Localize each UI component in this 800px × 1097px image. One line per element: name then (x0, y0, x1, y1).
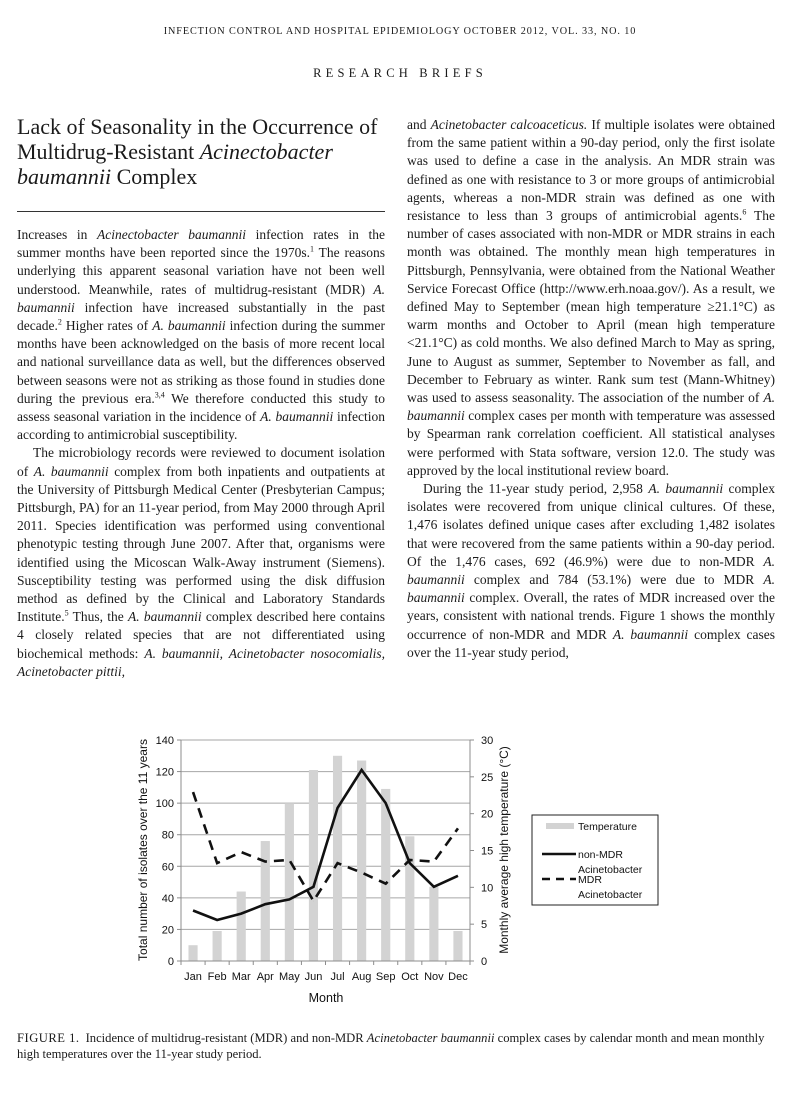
citation-ref: 3,4 (154, 390, 165, 400)
legend-label: Temperature (578, 821, 637, 833)
bar-feb (213, 931, 222, 961)
bar-jul (333, 756, 342, 961)
bar-sep (381, 789, 390, 961)
y-tick-label: 40 (161, 892, 174, 905)
x-tick-label: Jul (330, 971, 345, 983)
paragraph-3: During the 11-year study period, 2,958 A. baumannii complex isolates were recovered from unique clinical cultures. Of these, 1,476 isolates defined unique cases after excluding 1,482 isolates that were recovered from the same patients within a 90-day period. Of the 1,476 cases, 692 (46.9%) were due to non-MDR A. baumannii complex and 784 (53.1%) were due to MDR A. baumannii complex. Overall, the rates of MDR increased over the years, consistent with national trends. Figure 1 shows the monthly occurrence of non-MDR and MDR A. baumannii complex cases over the 11-year study period, (407, 481, 776, 660)
column-left (17, 226, 385, 681)
x-tick-label: Feb (207, 971, 227, 983)
bar-jan (188, 945, 197, 961)
paragraph-1: Increases in Acinectobacter baumannii infection rates in the summer months have been reported since the 1970s.$^1$ The reasons underlying this apparent seasonal variation have not been well understood. Meanwhile, rates of multidrug-resistant (MDR) A. baumannii infection have increased substantially in the past decade.$^2$ Higher rates of A. baumannii infection during the summer months have been acknowledged on the basis of more recent local and national surveillance data as well, but the differences observed between seasons were not as striking as those found in studies done during the previous era.$^{3,4}$ We therefore conducted this study to assess seasonal variation in the incidence of A. baumannii infection according to antimicrobial susceptibility. (17, 227, 386, 443)
x-tick-label: Apr (256, 971, 274, 983)
y2-tick-label: 20 (481, 808, 494, 821)
title-text-end: Complex (111, 164, 198, 189)
x-axis-ticks (181, 961, 470, 983)
paragraph-2-continued: and Acinetobacter calcoaceticus. If multiple isolates were obtained from the same patient within a 90-day period, only the first isolate was used to define a case in the analysis. An MDR strain was defined as one with resistance to 3 or more groups of antimicrobial agents, whereas a non-MDR strain was defined as one with resistance to less than 3 groups of antimicrobial agents.$^6$ The number of cases associated with non-MDR or MDR strains in each month was obtained. The monthly mean high temperatures in Pittsburgh, Pennsylvania, were obtained from the National Weather Service Forecast Office (http://www.erh.noaa.gov/). As a result, we defined May to September (mean high temperature ≥21.1°C) as warm months and October to April (mean high temperature <21.1°C) as cold months. We also defined March to May as spring, June to August as summer, September to November as fall, and December to February as winter. Rank sum test (Mann-Whitney) was used to assess seasonality. The association of the number of A. baumannii complex cases per month with temperature was assessed by Spearman rank correlation coefficient. All statistical analyses were performed with Stata software, version 12.0. The study was approved by the local institutional review board. (407, 117, 776, 478)
y-tick-label: 140 (155, 735, 174, 747)
y2-axis-label: Monthly average high temperature (°C) (497, 746, 511, 954)
paragraph-2: The microbiology records were reviewed to document isolation of A. baumannii complex from both inpatients and outpatients at the University of Pittsburgh Medical Center (Presbyterian Campus; Pittsburgh, PA) for an 11-year period, from May 2000 through April 2011. Species identification was performed using conventional phenotypic testing through June 2007. After that, organisms were identified using the Micoscan Walk-Away instrument (Siemens). Susceptibility testing was performed using the disk diffusion method as defined by the Clinical and Laboratory Standards Institute.$^5$ Thus, the A. baumannii complex described here contains 4 closely related species that are not differentiated using biochemical methods: A. baumannii, Acinetobacter nosocomialis, Acinetobacter pittii, (17, 445, 386, 679)
y2-tick-label: 15 (481, 845, 494, 858)
x-tick-label: Aug (351, 971, 372, 983)
x-tick-label: Nov (424, 971, 444, 983)
y-tick-label: 0 (167, 956, 174, 968)
bar-may (285, 803, 294, 961)
bar-jun (309, 770, 318, 961)
x-axis-label: Month (308, 991, 344, 1005)
x-tick-label: May (278, 971, 300, 983)
y-tick-label: 20 (161, 924, 174, 937)
citation-ref: 2 (57, 317, 62, 327)
legend-label: Acinetobacter (578, 864, 643, 876)
y-tick-label: 100 (155, 798, 174, 811)
y-axis-ticks (156, 735, 181, 968)
y2-tick-label: 0 (481, 956, 488, 968)
title-species: Acinectobacter baumannii (17, 139, 333, 189)
y2-tick-label: 5 (481, 919, 488, 932)
legend-label: MDR (578, 874, 602, 886)
bar-mar (237, 892, 246, 961)
citation-ref: 1 (310, 244, 315, 254)
y-tick-label: 60 (161, 861, 174, 874)
bar-aug (357, 761, 366, 961)
legend-swatch-temperature (546, 823, 574, 829)
bar-nov (429, 887, 438, 961)
x-tick-label: Dec (448, 971, 468, 983)
x-tick-label: Jun (304, 971, 323, 983)
legend-label: non-MDR (578, 849, 623, 861)
y2-tick-label: 10 (481, 882, 494, 895)
y-tick-label: 80 (161, 829, 174, 842)
title-text: Lack of Seasonality in the Occurrence of Multidrug-Resistant (17, 114, 378, 164)
figure-label: FIGURE 1. (17, 1031, 80, 1045)
column-right (407, 116, 775, 662)
bar-dec (453, 931, 462, 961)
legend-label: Acinetobacter (578, 889, 643, 901)
y-axis-label: Total number of isolates over the 11 years (136, 739, 150, 961)
figure-1-chart (0, 720, 800, 1020)
x-tick-label: Oct (401, 971, 419, 983)
x-tick-label: Jan (184, 971, 202, 983)
x-tick-label: Sep (375, 971, 396, 983)
section-heading: RESEARCH BRIEFS (313, 66, 487, 80)
article-title (17, 114, 397, 189)
running-head: INFECTION CONTROL AND HOSPITAL EPIDEMIOLOGY OCTOBER 2012, VOL. 33, NO. 10 (163, 26, 637, 37)
title-divider (17, 211, 385, 212)
y2-axis-ticks (470, 735, 493, 968)
citation-ref: 6 (742, 207, 747, 217)
x-tick-label: Mar (231, 971, 251, 983)
figure-caption: FIGURE 1. Incidence of multidrug-resistant (MDR) and non-MDR Acinetobacter baumannii complex cases by calendar month and mean monthly high temperatures over the 11-year study period. (17, 1031, 765, 1061)
citation-ref: 5 (64, 608, 69, 618)
y2-tick-label: 25 (481, 771, 494, 784)
chart-legend (532, 815, 658, 905)
y-tick-label: 120 (155, 766, 174, 779)
gridlines (181, 740, 470, 929)
y2-tick-label: 30 (481, 735, 494, 747)
